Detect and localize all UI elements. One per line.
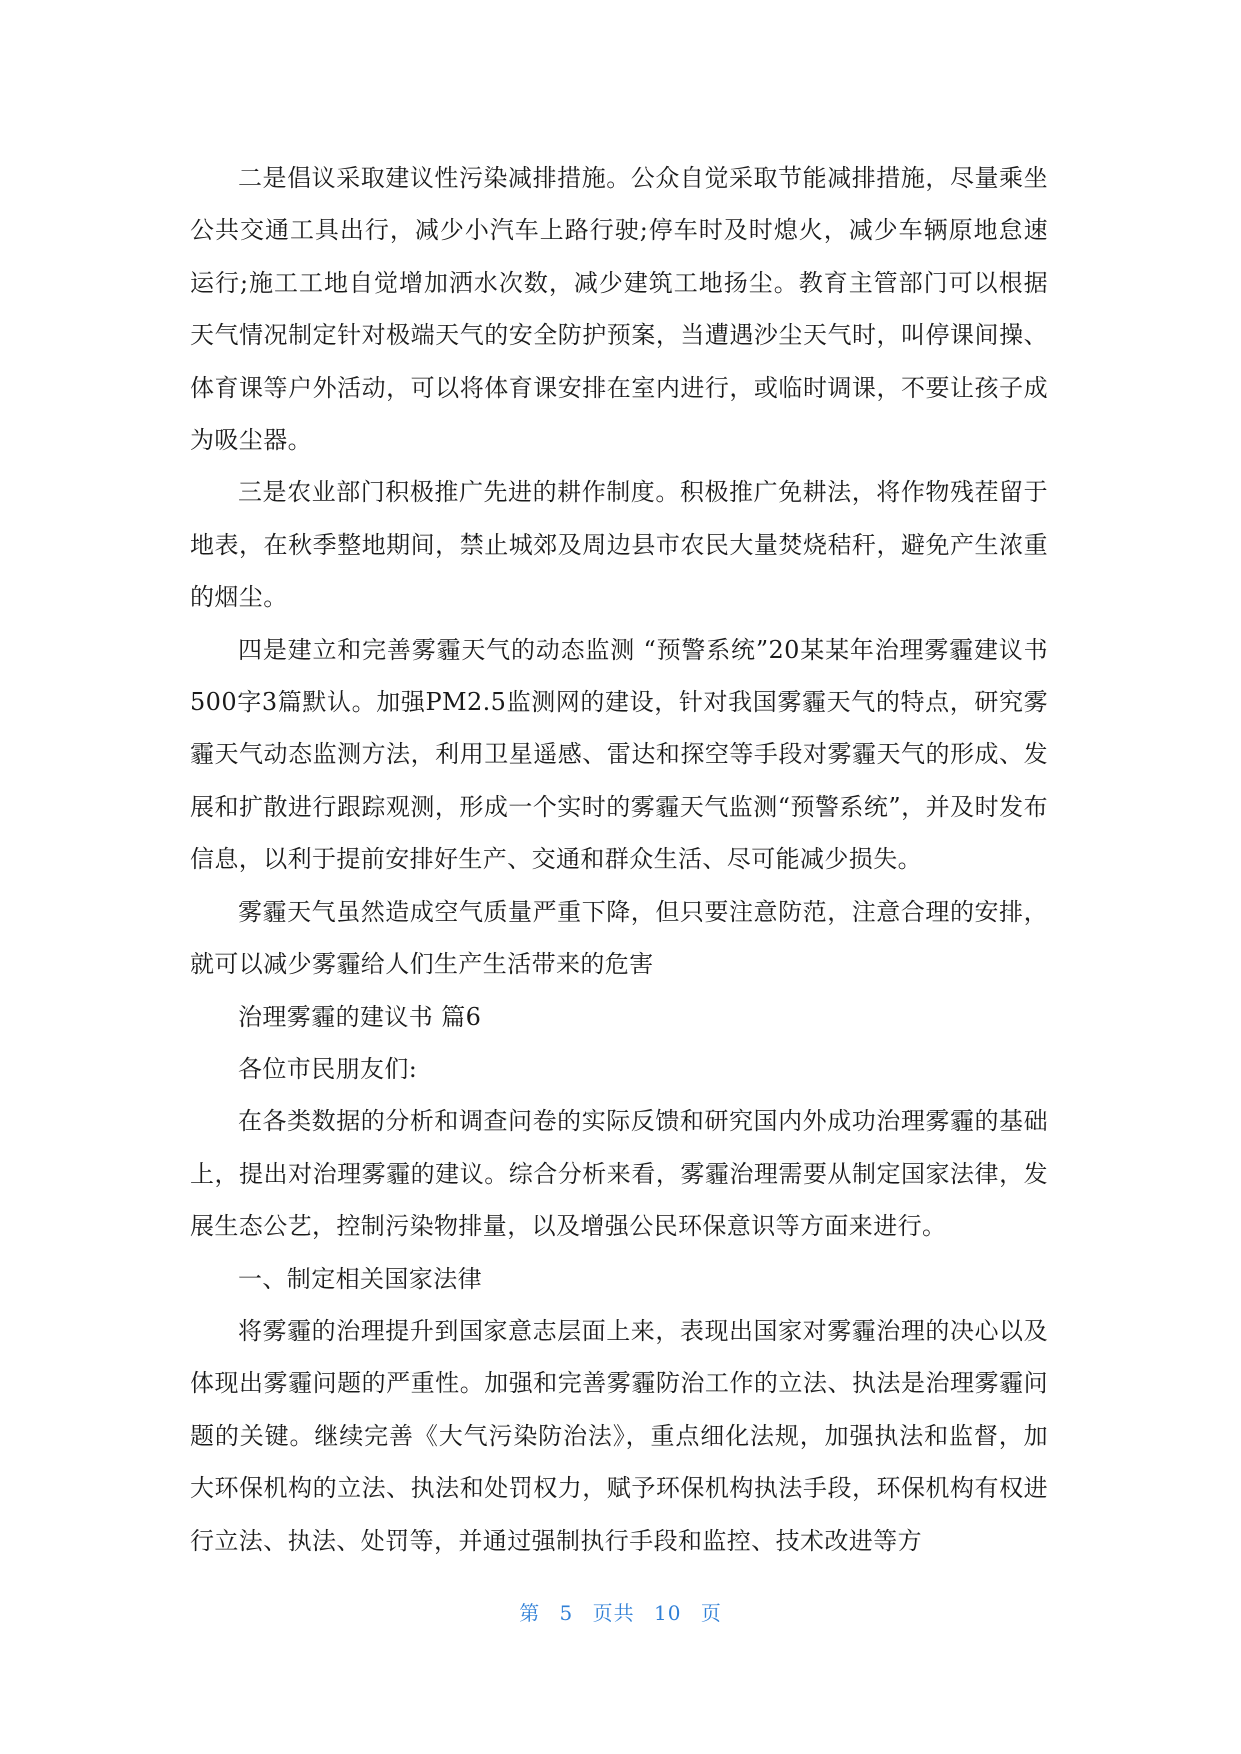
salutation: 各位市民朋友们: [238, 1054, 418, 1083]
subsection-heading: 一、制定相关国家法律 [238, 1264, 482, 1293]
section-heading: 治理雾霾的建议书 篇6 [238, 1002, 482, 1031]
paragraph-7: 在各类数据的分析和调查问卷的实际反馈和研究国内外成功治理雾霾的基础上，提出对治理雾霾的建议。综合分析来看，雾霾治理需要从制定国家法律，发展生态公艺，控制污染物排量，以及增强公民环保意识等方面来进行。 [190, 1107, 1048, 1241]
paragraph-2: 三是农业部门积极推广先进的耕作制度。积极推广免耕法，将作物残茬留于地表，在秋季整地期间，禁止城郊及周边县市农民大量焚烧秸秆，避免产生浓重的烟尘。 [190, 478, 1048, 612]
page-footer [0, 1597, 1241, 1626]
footer-label-page: 第 [519, 1601, 541, 1625]
paragraph-4: 雾霾天气虽然造成空气质量严重下降，但只要注意防范，注意合理的安排，就可以减少雾霾给人们生产生活带来的危害 [190, 897, 1048, 979]
document-body [190, 152, 1048, 1567]
paragraph-1: 二是倡议采取建议性污染减排措施。公众自觉采取节能减排措施，尽量乘坐公共交通工具出行，减少小汽车上路行驶;停车时及时熄火，减少车辆原地怠速运行;施工工地自觉增加洒水次数，减少建筑工地扬尘。教育主管部门可以根据天气情况制定针对极端天气的安全防护预案，当遭遇沙尘天气时，叫停课间操、体育课等户外活动，可以将体育课安排在室内进行，或临时调课，不要让孩子成为吸尘器。 [190, 164, 1048, 455]
paragraph-9: 将雾霾的治理提升到国家意志层面上来，表现出国家对雾霾治理的决心以及体现出雾霾问题的严重性。加强和完善雾霾防治工作的立法、执法是治理雾霾问题的关键。继续完善《大气污染防治法》，重点细化法规，加强执法和监督，加大环保机构的立法、执法和处罚权力，赋予环保机构执法手段，环保机构有权进行立法、执法、处罚等，并通过强制执行手段和监控、技术改进等方 [190, 1316, 1048, 1555]
footer-current-page: 5 [559, 1601, 574, 1625]
paragraph-3: 四是建立和完善雾霾天气的动态监测 “预警系统”20某某年治理雾霾建议书500字3篇默认。加强PM2.5监测网的建设，针对我国雾霾天气的特点，研究雾霾天气动态监测方法，利用卫星遥感、雷达和探空等手段对雾霾天气的形成、发展和扩散进行跟踪观测，形成一个实时的雾霾天气监测“预警系统”，并及时发布信息，以利于提前安排好生产、交通和群众生活、尽可能减少损失。 [190, 635, 1048, 874]
footer-label-of: 页共 [592, 1601, 635, 1625]
footer-total-pages: 10 [654, 1601, 682, 1625]
footer-label-end: 页 [700, 1601, 722, 1625]
